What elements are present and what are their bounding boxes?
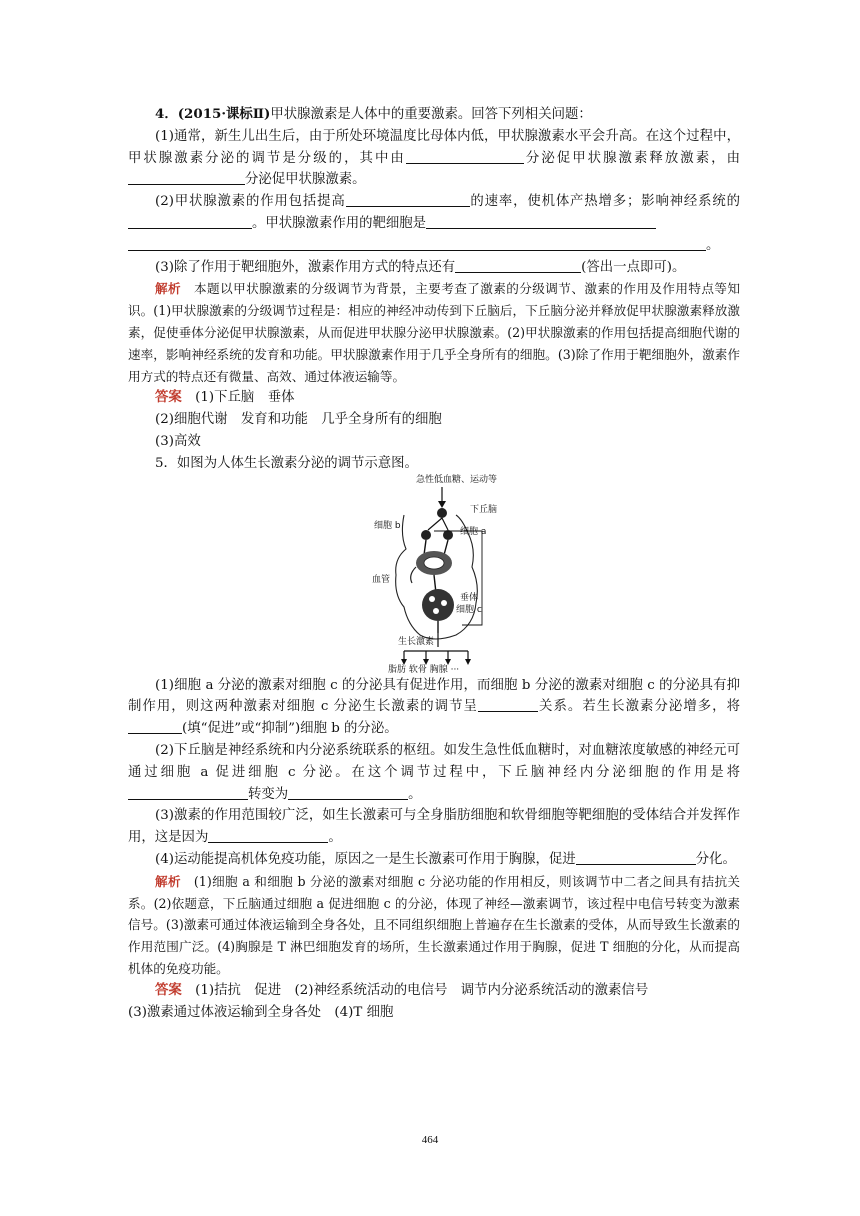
document-body [128,104,740,1023]
q4-part2: (2)甲状腺激素的作用包括提高 的速率，使机体产热增多；影响神经系统的。甲状腺激素作用的靶细胞是 。 [128,191,740,256]
analysis-label: 解析 [155,281,182,297]
analysis-label: 解析 [155,873,181,889]
q5-part2: (2)下丘脑是神经系统和内分泌系统联系的枢纽。如发生急性低血糖时，对血糖浓度敏感的神经元可通过细胞 a 促进细胞 c 分泌。在这个调节过程中，下丘脑神经内分泌细胞的作用是将转变为 。 [128,742,740,802]
q4-part1: (1)通常，新生儿出生后，由于所处环境温度比母体内低，甲状腺激素水平会升高。在这个过程中，甲状腺激素分泌的调节是分级的，其中由 分泌促甲状腺激素释放激素，由分泌促甲状腺激素。 [128,128,740,188]
answer-blank [288,785,408,800]
answer-blank [128,170,245,185]
q5-answer-2: (3)激素通过体液运输到全身各处 (4)T 细胞 [128,1004,394,1020]
answer-label: 答案 [155,981,182,998]
q4-answer: 答案 (1)下丘脑 垂体 [155,389,295,406]
q5-answer: 答案 (1)拮抗 促进 (2)神经系统活动的电信号 调节内分泌系统活动的激素信号 [155,981,649,998]
q5-analysis: 解析 (1)细胞 a 和细胞 b 分泌的激素对细胞 c 分泌功能的作用相反，则该调节中二者之间具有拮抗关系。(2)依题意，下丘脑通过细胞 a 促进细胞 c 的分泌，体现了神经—激素调节，该过程中电信号转变为激素信号。(3)激素可通过体液运输到全身各处，且不同组织细胞上普遍存在生长激素的受体，从而导致生长激素的作用范围广泛。(4)胸腺是 T 淋巴细胞发育的场所，生长激素通过作用于胸腺，促进 T 细胞的分化，从而提高机体的免疫功能。 [128,873,741,976]
answer-label: 答案 [155,389,182,406]
figure-label-vessel: 血管 [372,574,391,585]
figure-label-hypothalamus: 下丘脑 [470,504,498,515]
figure-label-cell-a: 细胞 a [460,526,487,537]
q5-part1: (1)细胞 a 分泌的激素对细胞 c 的分泌具有促进作用，而细胞 b 分泌的激素对细胞 c 的分泌具有抑制作用，则这两种激素对细胞 c 分泌生长激素的调节呈 关系。若生长激素分泌增多，将(填“促进”或“抑制”)细胞 b 的分泌。 [128,677,741,737]
answer-blank [478,697,538,712]
q5-part3: (3)激素的作用范围较广泛，如生长激素可与全身脂肪细胞和软骨细胞等靶细胞的受体结合并发挥作用，这是因为 。 [128,808,740,846]
answer-blank [128,785,248,800]
answer-blank [346,192,470,207]
answer-blank [208,828,328,843]
figure-label-cell-b: 细胞 b [374,520,401,531]
q4-answer-2: (2)细胞代谢 发育和功能 几乎全身所有的细胞 [155,412,442,428]
answer-blank [576,850,696,865]
answer-blank [406,149,524,164]
page-number: 464 [421,1134,439,1146]
figure-label-cell-c: 细胞 c [456,604,482,615]
q4-part3: (3)除了作用于靶细胞外，激素作用方式的特点还有 (答出一点即可)。 [155,259,686,275]
answer-blank [128,214,252,229]
answer-blank [455,258,581,273]
answer-blank [128,719,182,734]
q4-analysis: 解析 本题以甲状腺激素的分级调节为背景，主要考查了激素的分级调节、激素的作用及作用特点等知识。(1)甲状腺激素的分级调节过程是：相应的神经冲动传到下丘脑后，下丘脑分泌并释放促甲状腺激素释放激素，促使垂体分泌促甲状腺激素，从而促进甲状腺分泌甲状腺激素。(2)甲状腺激素的作用包括提高细胞代谢的速率，影响神经系统的发育和功能。甲状腺激素作用于几乎全身所有的细胞。(3)除了作用于靶细胞外，激素作用方式的特点还有微量、高效、通过体液运输等。 [128,281,741,384]
figure-label-pituitary: 垂体 [460,592,479,603]
q5-title: 5．如图为人体生长激素分泌的调节示意图。 [155,455,418,471]
q4-answer-3: (3)高效 [155,433,201,449]
q4-title: 4．(2015·课标Ⅱ)甲状腺激素是人体中的重要激素。回答下列相关问题： [155,106,592,122]
answer-blank [128,236,706,251]
answer-blank [426,214,656,229]
gh-regulation-figure [364,475,524,675]
figure-label-gh: 生长激素 [398,636,435,647]
figure-label-top: 急性低血糖、运动等 [416,474,498,485]
figure-label-targets: 脂肪 软骨 胸腺 ··· [388,664,460,675]
q5-part4: (4)运动能提高机体免疫功能，原因之一是生长激素可作用于胸腺，促进 分化。 [155,851,736,867]
